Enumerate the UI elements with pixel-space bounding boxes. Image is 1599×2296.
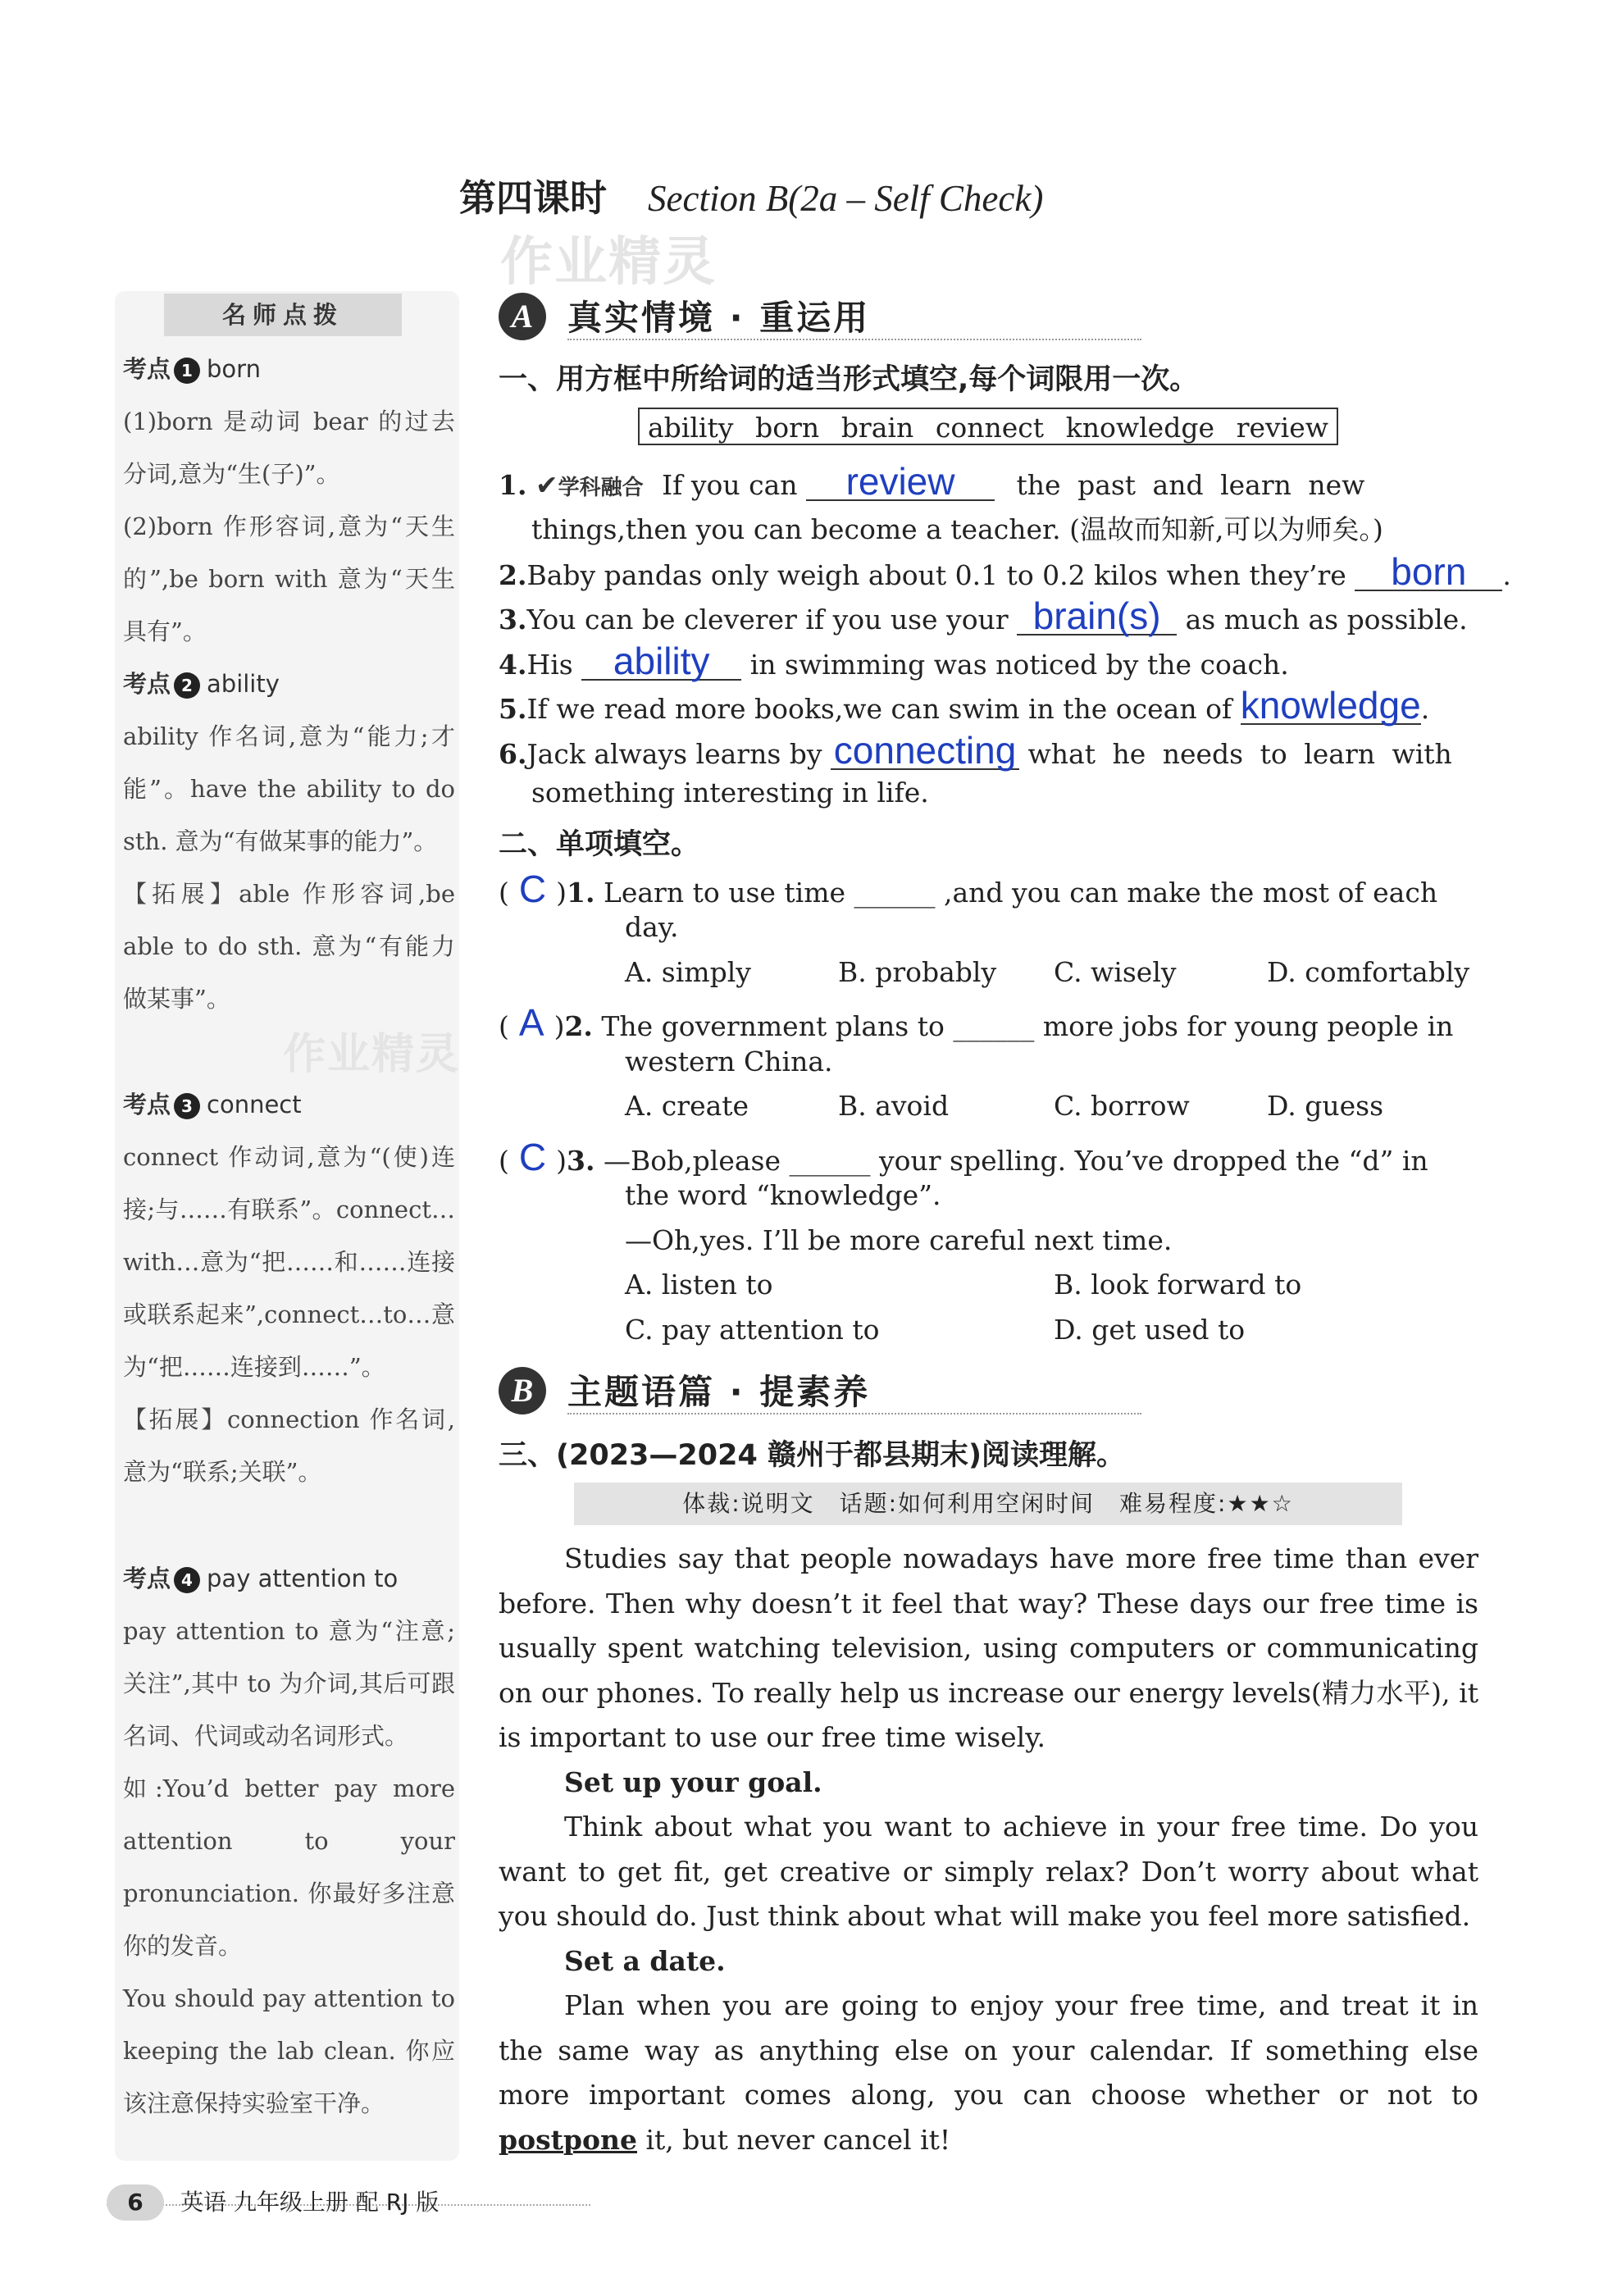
tip-heading: 考点 1 born <box>123 355 261 383</box>
tip-heading: 考点 4 pay attention to <box>123 1565 399 1592</box>
section-badge: A <box>499 293 546 340</box>
page-title <box>459 168 1043 221</box>
mc-question-2-cont: western China. <box>625 1046 833 1077</box>
tips-header: 名师点拨 <box>164 294 402 336</box>
answer-blank[interactable]: born <box>1355 554 1502 591</box>
option[interactable]: B. avoid <box>838 1090 950 1122</box>
mc-question-2: ( A )2. The government plans to ______ more jobs for young people in <box>499 1001 1454 1044</box>
option[interactable]: B. look forward to <box>1054 1269 1302 1301</box>
book-info: 英语 九年级上册 配 RJ 版 <box>180 2189 440 2216</box>
option[interactable]: C. pay attention to <box>625 1314 880 1346</box>
option[interactable]: D. guess <box>1267 1090 1384 1122</box>
paragraph: Plan when you are going to enjoy your free time, and treat it in the same way as anything else on your calendar. If something else more important comes along, you can choose whether or not to postpone it, but never cancel it! <box>499 1989 1478 2156</box>
mc-question-3-cont: the word “knowledge”. <box>625 1179 941 1211</box>
answer-blank[interactable]: ability <box>581 643 741 681</box>
tip-text: You should pay attention to keeping the lab clean. 你应该注意保持实验室干净。 <box>123 1984 455 2117</box>
tip-text: 【拓展】connection 作名词,意为“联系;关联”。 <box>123 1405 455 1486</box>
tip-pay-attention <box>123 1552 455 2130</box>
reading-passage <box>499 1537 1478 2162</box>
mc-question-1: ( C )1. Learn to use time ______ ,and you can make the most of each <box>499 868 1438 910</box>
fill-question-4: 4.His ability in swimming was noticed by the coach. <box>499 640 1289 682</box>
section-label: 真实情境 · 重运用 <box>567 298 871 338</box>
tip-text: ability 作名词,意为“能力;才能”。have the ability to do sth. 意为“有做某事的能力”。 <box>123 722 455 855</box>
option[interactable]: A. create <box>625 1090 749 1122</box>
part2-heading: 二、单项填空。 <box>499 828 700 861</box>
check-icon: ✔ <box>535 469 558 501</box>
word-box: ability born brain connect knowledge review <box>638 408 1338 445</box>
watermark: 作业精灵 <box>283 1030 461 1079</box>
fill-question-6-cont: something interesting in life. <box>531 777 929 809</box>
mc-answer[interactable]: C <box>518 868 547 910</box>
mc-question-3: ( C )3. —Bob,please ______ your spelling. You’ve dropped the “d” in <box>499 1136 1428 1178</box>
tip-text: pay attention to 意为“注意;关注”,其中 to 为介词,其后可跟名词、代词或动名词形式。 <box>123 1617 456 1750</box>
option[interactable]: A. listen to <box>625 1269 773 1301</box>
tip-ability <box>123 658 455 1025</box>
tip-text: 如:You’d better pay more attention to your pronunciation. 你最好多注意你的发音。 <box>123 1774 455 1960</box>
fill-question-1-cont: things,then you can become a teacher. (温故而知新,可以为师矣。) <box>531 513 1383 545</box>
part3-heading: 三、(2023—2024 赣州于都县期末)阅读理解。 <box>499 1439 1126 1472</box>
option[interactable]: D. comfortably <box>1267 956 1470 988</box>
part1-heading: 一、用方框中所给词的适当形式填空,每个词限用一次。 <box>499 363 1199 396</box>
page-number: 6 <box>107 2184 164 2221</box>
mc-answer[interactable]: C <box>518 1136 547 1178</box>
fill-question-2: 2.Baby pandas only weigh about 0.1 to 0.2 kilos when they’re born . <box>499 550 1511 593</box>
option[interactable]: C. borrow <box>1054 1090 1190 1122</box>
tip-connect <box>123 1078 455 1498</box>
tip-text: 【拓展】able 作形容词,be able to do sth. 意为“有能力做某事”。 <box>123 880 455 1013</box>
tip-text: connect 作动词,意为“(使)连接;与……有联系”。connect…with…意为“把……和……连接或联系起来”,connect…to…意为“把……连接到……”。 <box>123 1143 455 1381</box>
option[interactable]: B. probably <box>838 956 997 988</box>
fill-question-6: 6.Jack always learns by connecting what he needs to learn with <box>499 729 1452 772</box>
fill-question-1: 1. ✔学科融合 If you can review the past and learn new <box>499 460 1365 503</box>
mc-answer[interactable]: A <box>518 1001 544 1044</box>
mc-question-1-cont: day. <box>625 911 679 943</box>
answer-blank[interactable]: review <box>806 463 995 501</box>
subheading: Set up your goal. <box>564 1765 822 1798</box>
title-en: Section B(2a – Self Check) <box>648 178 1044 219</box>
passage-info-bar: 体裁:说明文 话题:如何利用空闲时间 难易程度:★★☆ <box>574 1483 1402 1525</box>
watermark: 作业精灵 <box>500 232 717 293</box>
title-cn: 第四课时 <box>459 176 608 220</box>
section-label: 主题语篇 · 提素养 <box>567 1372 871 1412</box>
answer-blank[interactable]: knowledge <box>1240 684 1421 727</box>
paragraph: Think about what you want to achieve in your free time. Do you want to get fit, get creative or simply relax? Don’t worry about what you should do. Just think about what will make you feel more satisfied. <box>499 1811 1478 1932</box>
option[interactable]: D. get used to <box>1054 1314 1246 1346</box>
key-word: postpone <box>499 2123 637 2156</box>
tip-heading: 考点 2 ability <box>123 670 280 698</box>
mc-question-3-reply: —Oh,yes. I’ll be more careful next time. <box>625 1224 1173 1256</box>
tip-heading: 考点 3 connect <box>123 1091 302 1118</box>
fill-question-5: 5.If we read more books,we can swim in the ocean of knowledge. <box>499 684 1430 727</box>
section-badge: B <box>499 1367 546 1414</box>
option[interactable]: C. wisely <box>1054 956 1177 988</box>
tip-text: (2)born 作形容词,意为“天生的”,be born with 意为“天生具有”。 <box>123 512 455 645</box>
answer-blank[interactable]: brain(s) <box>1017 598 1177 636</box>
page-footer <box>107 2184 439 2221</box>
tip-born <box>123 343 455 658</box>
paragraph: Studies say that people nowadays have more free time than ever before. Then why doesn’t it feel that way? These days our free time is usually spent watching television, using computers or communicating on our phones. To really help us increase our energy levels(精力水平), it is important to use our free time wisely. <box>499 1542 1478 1753</box>
subheading: Set a date. <box>564 1944 726 1977</box>
option[interactable]: A. simply <box>625 956 751 988</box>
subject-tag: 学科融合 <box>558 476 644 500</box>
tip-text: (1)born 是动词 bear 的过去分词,意为“生(子)”。 <box>123 408 455 488</box>
fill-question-3: 3.You can be cleverer if you use your brain(s) as much as possible. <box>499 594 1468 637</box>
answer-blank[interactable]: connecting <box>831 732 1019 770</box>
